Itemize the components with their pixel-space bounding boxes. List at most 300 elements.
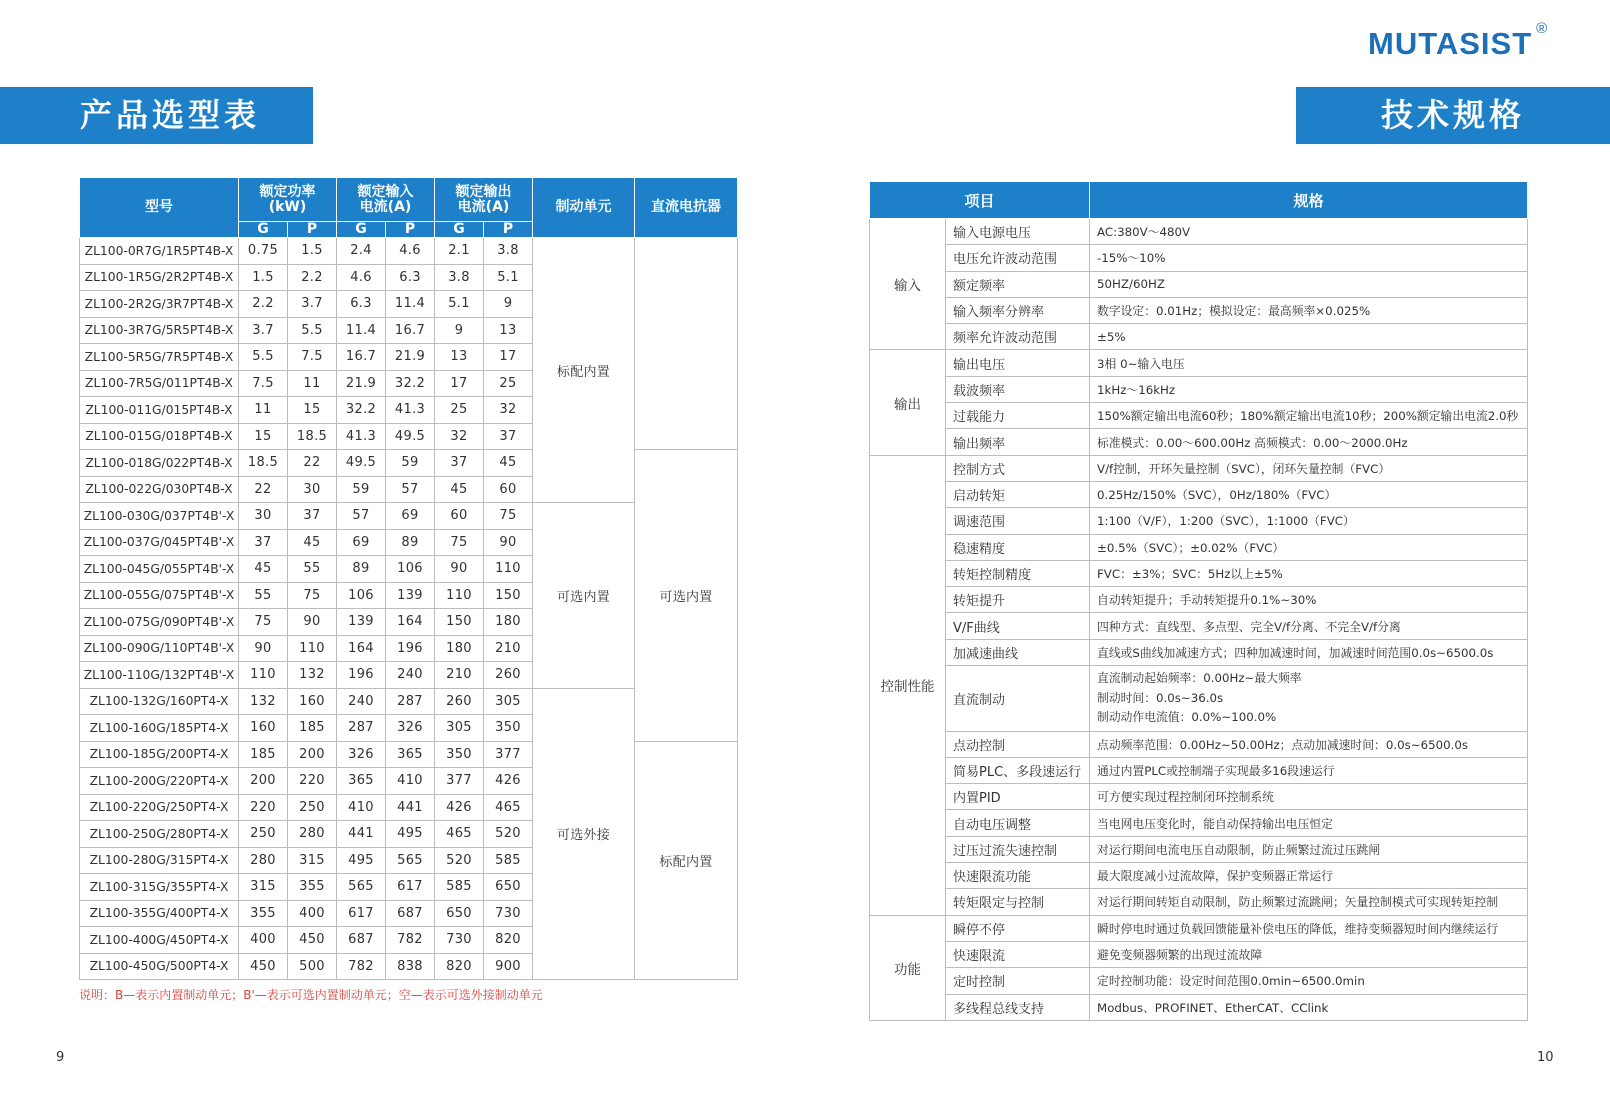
spec-item-cell: 直流制动 (946, 666, 1090, 732)
table-row (80, 238, 738, 265)
value-cell: 90 (435, 556, 484, 583)
value-cell: 565 (386, 847, 435, 874)
selection-table-body (80, 238, 738, 980)
value-cell: 106 (386, 556, 435, 583)
value-cell: 1.5 (239, 264, 288, 291)
spec-value-cell: 对运行期间电流电压自动限制，防止频繁过流过压跳闸 (1090, 836, 1528, 862)
spec-item-cell: 快速限流功能 (946, 863, 1090, 889)
model-cell: ZL100-055G/075PT4B'-X (80, 582, 239, 609)
value-cell: 132 (239, 688, 288, 715)
header-p: P (288, 222, 337, 238)
value-cell: 11.4 (337, 317, 386, 344)
spec-value-cell: 定时控制功能：设定时间范围0.0min~6500.0min (1090, 968, 1528, 994)
value-cell: 730 (435, 927, 484, 954)
model-cell: ZL100-185G/200PT4-X (80, 741, 239, 768)
value-cell: 69 (386, 503, 435, 530)
value-cell: 160 (288, 688, 337, 715)
spec-item-cell: 载波频率 (946, 376, 1090, 402)
value-cell: 139 (386, 582, 435, 609)
value-cell: 110 (484, 556, 533, 583)
value-cell: 6.3 (386, 264, 435, 291)
model-cell: ZL100-5R5G/7R5PT4B-X (80, 344, 239, 371)
value-cell: 45 (239, 556, 288, 583)
value-cell: 465 (484, 794, 533, 821)
value-cell: 22 (288, 450, 337, 477)
header-g: G (435, 222, 484, 238)
spec-item-cell: 点动控制 (946, 731, 1090, 757)
model-cell: ZL100-0R7G/1R5PT4B-X (80, 238, 239, 265)
model-cell: ZL100-015G/018PT4B-X (80, 423, 239, 450)
value-cell: 5.1 (435, 291, 484, 318)
value-cell: 106 (337, 582, 386, 609)
header-output-current: 额定输出 电流(A) (435, 178, 533, 222)
brand-name: MUTASIST (1368, 26, 1533, 61)
header-power: 额定功率 (kW) (239, 178, 337, 222)
header-p: P (484, 222, 533, 238)
spec-item-cell: 输入频率分辨率 (946, 297, 1090, 323)
value-cell: 365 (386, 741, 435, 768)
value-cell: 280 (288, 821, 337, 848)
brake-unit-cell: 可选外接 (533, 688, 635, 980)
value-cell: 287 (386, 688, 435, 715)
value-cell: 315 (239, 874, 288, 901)
header-g: G (337, 222, 386, 238)
value-cell: 9 (435, 317, 484, 344)
spec-category-cell: 控制性能 (870, 455, 946, 915)
value-cell: 22 (239, 476, 288, 503)
value-cell: 37 (484, 423, 533, 450)
spec-value-cell: ±0.5%（SVC）；±0.02%（FVC） (1090, 534, 1528, 560)
value-cell: 18.5 (239, 450, 288, 477)
value-cell: 196 (386, 635, 435, 662)
value-cell: 585 (484, 847, 533, 874)
value-cell: 820 (484, 927, 533, 954)
model-cell: ZL100-315G/355PT4-X (80, 874, 239, 901)
value-cell: 617 (337, 900, 386, 927)
value-cell: 3.7 (288, 291, 337, 318)
table-row (870, 994, 1528, 1020)
spec-value-cell: 点动频率范围：0.00Hz~50.00Hz；点动加减速时间：0.0s~6500.0s (1090, 731, 1528, 757)
value-cell: 280 (239, 847, 288, 874)
value-cell: 185 (288, 715, 337, 742)
value-cell: 250 (239, 821, 288, 848)
value-cell: 110 (239, 662, 288, 689)
model-cell: ZL100-220G/250PT4-X (80, 794, 239, 821)
spec-item-cell: 内置PID (946, 784, 1090, 810)
spec-value-cell: 50HZ/60HZ (1090, 271, 1528, 297)
spec-item-cell: 多线程总线支持 (946, 994, 1090, 1020)
value-cell: 495 (337, 847, 386, 874)
spec-value-cell: 四种方式：直线型、多点型、完全V/f分离、不完全V/f分离 (1090, 613, 1528, 639)
value-cell: 150 (435, 609, 484, 636)
value-cell: 7.5 (239, 370, 288, 397)
table-row (80, 741, 738, 768)
value-cell: 210 (484, 635, 533, 662)
dc-reactor-cell (635, 238, 738, 450)
value-cell: 37 (239, 529, 288, 556)
spec-table-body (870, 219, 1528, 1021)
spec-item-cell: 输出频率 (946, 429, 1090, 455)
value-cell: 210 (435, 662, 484, 689)
value-cell: 21.9 (386, 344, 435, 371)
value-cell: 15 (239, 423, 288, 450)
table-row (870, 429, 1528, 455)
value-cell: 196 (337, 662, 386, 689)
value-cell: 355 (288, 874, 337, 901)
value-cell: 164 (386, 609, 435, 636)
header-g: G (239, 222, 288, 238)
value-cell: 1.5 (288, 238, 337, 265)
spec-item-cell: 转矩限定与控制 (946, 889, 1090, 915)
value-cell: 69 (337, 529, 386, 556)
value-cell: 90 (484, 529, 533, 556)
value-cell: 75 (484, 503, 533, 530)
header-dc-reactor: 直流电抗器 (635, 178, 738, 238)
value-cell: 730 (484, 900, 533, 927)
value-cell: 55 (239, 582, 288, 609)
model-cell: ZL100-7R5G/011PT4B-X (80, 370, 239, 397)
value-cell: 3.8 (435, 264, 484, 291)
spec-value-cell: 自动转矩提升；手动转矩提升0.1%~30% (1090, 587, 1528, 613)
value-cell: 200 (239, 768, 288, 795)
left-section-title: 产品选型表 (0, 87, 313, 144)
value-cell: 160 (239, 715, 288, 742)
value-cell: 17 (484, 344, 533, 371)
table-row (870, 836, 1528, 862)
value-cell: 0.75 (239, 238, 288, 265)
value-cell: 250 (288, 794, 337, 821)
value-cell: 132 (288, 662, 337, 689)
value-cell: 838 (386, 953, 435, 980)
value-cell: 7.5 (288, 344, 337, 371)
spec-item-cell: 调速范围 (946, 508, 1090, 534)
spec-value-cell: 1kHz～16kHz (1090, 376, 1528, 402)
spec-value-cell: 直流制动起始频率：0.00Hz~最大频率 制动时间：0.0s~36.0s 制动动作电流值：0.0%~100.0% (1090, 666, 1528, 732)
spec-category-cell: 功能 (870, 915, 946, 1020)
value-cell: 41.3 (386, 397, 435, 424)
value-cell: 400 (288, 900, 337, 927)
value-cell: 60 (435, 503, 484, 530)
value-cell: 200 (288, 741, 337, 768)
spec-category-cell: 输出 (870, 350, 946, 455)
table-row (870, 968, 1528, 994)
spec-item-cell: 简易PLC、多段速运行 (946, 757, 1090, 783)
value-cell: 164 (337, 635, 386, 662)
value-cell: 25 (484, 370, 533, 397)
model-cell: ZL100-280G/315PT4-X (80, 847, 239, 874)
spec-value-cell: 对运行期间转矩自动限制，防止频繁过流跳闸；矢量控制模式可实现转矩控制 (1090, 889, 1528, 915)
value-cell: 6.3 (337, 291, 386, 318)
value-cell: 500 (288, 953, 337, 980)
table-row (870, 666, 1528, 732)
model-cell: ZL100-132G/160PT4-X (80, 688, 239, 715)
spec-value-cell: 数字设定：0.01Hz；模拟设定：最高频率×0.025% (1090, 297, 1528, 323)
value-cell: 90 (288, 609, 337, 636)
value-cell: 410 (337, 794, 386, 821)
value-cell: 350 (484, 715, 533, 742)
spec-item-cell: 电压允许波动范围 (946, 245, 1090, 271)
value-cell: 57 (337, 503, 386, 530)
spec-item-cell: 过载能力 (946, 403, 1090, 429)
value-cell: 49.5 (337, 450, 386, 477)
model-cell: ZL100-030G/037PT4B'-X (80, 503, 239, 530)
model-cell: ZL100-075G/090PT4B'-X (80, 609, 239, 636)
value-cell: 782 (337, 953, 386, 980)
spec-value-cell: 标准模式：0.00～600.00Hz 高频模式：0.00～2000.0Hz (1090, 429, 1528, 455)
value-cell: 37 (435, 450, 484, 477)
value-cell: 110 (435, 582, 484, 609)
value-cell: 45 (435, 476, 484, 503)
value-cell: 32 (484, 397, 533, 424)
value-cell: 49.5 (386, 423, 435, 450)
table-row (870, 534, 1528, 560)
value-cell: 400 (239, 927, 288, 954)
value-cell: 180 (435, 635, 484, 662)
table-row (870, 324, 1528, 350)
spec-item-cell: 输出电压 (946, 350, 1090, 376)
value-cell: 426 (484, 768, 533, 795)
value-cell: 60 (484, 476, 533, 503)
dc-reactor-cell: 标配内置 (635, 741, 738, 980)
brake-unit-cell: 可选内置 (533, 503, 635, 689)
table-row (870, 613, 1528, 639)
table-row (870, 915, 1528, 941)
value-cell: 650 (435, 900, 484, 927)
value-cell: 57 (386, 476, 435, 503)
value-cell: 89 (386, 529, 435, 556)
value-cell: 315 (288, 847, 337, 874)
value-cell: 11 (239, 397, 288, 424)
value-cell: 150 (484, 582, 533, 609)
value-cell: 495 (386, 821, 435, 848)
value-cell: 5.5 (288, 317, 337, 344)
table-row (870, 376, 1528, 402)
page-number-left: 9 (56, 1050, 65, 1065)
value-cell: 45 (288, 529, 337, 556)
value-cell: 520 (435, 847, 484, 874)
model-cell: ZL100-400G/450PT4-X (80, 927, 239, 954)
spec-value-cell: 当电网电压变化时，能自动保持输出电压恒定 (1090, 810, 1528, 836)
value-cell: 900 (484, 953, 533, 980)
value-cell: 287 (337, 715, 386, 742)
value-cell: 11 (288, 370, 337, 397)
value-cell: 30 (288, 476, 337, 503)
value-cell: 5.5 (239, 344, 288, 371)
registered-mark: ® (1536, 19, 1549, 37)
value-cell: 32 (435, 423, 484, 450)
table-row (870, 560, 1528, 586)
spec-item-cell: 频率允许波动范围 (946, 324, 1090, 350)
spec-item-cell: 快速限流 (946, 941, 1090, 967)
model-cell: ZL100-110G/132PT4B'-X (80, 662, 239, 689)
model-cell: ZL100-1R5G/2R2PT4B-X (80, 264, 239, 291)
spec-value-cell: 1:100（V/F），1:200（SVC），1:1000（FVC） (1090, 508, 1528, 534)
value-cell: 75 (288, 582, 337, 609)
value-cell: 326 (337, 741, 386, 768)
brand-logo (1368, 19, 1549, 62)
value-cell: 41.3 (337, 423, 386, 450)
value-cell: 260 (484, 662, 533, 689)
model-cell: ZL100-045G/055PT4B'-X (80, 556, 239, 583)
value-cell: 305 (484, 688, 533, 715)
value-cell: 520 (484, 821, 533, 848)
value-cell: 326 (386, 715, 435, 742)
spec-item-cell: 加减速曲线 (946, 639, 1090, 665)
value-cell: 21.9 (337, 370, 386, 397)
table-row (870, 350, 1528, 376)
spec-item-cell: 自动电压调整 (946, 810, 1090, 836)
value-cell: 4.6 (386, 238, 435, 265)
spec-value-cell: 3相 0~输入电压 (1090, 350, 1528, 376)
value-cell: 110 (288, 635, 337, 662)
value-cell: 180 (484, 609, 533, 636)
spec-value-cell: V/f控制，开环矢量控制（SVC），闭环矢量控制（FVC） (1090, 455, 1528, 481)
value-cell: 4.6 (337, 264, 386, 291)
spec-value-cell: 150%额定输出电流60秒；180%额定输出电流10秒；200%额定输出电流2.0秒 (1090, 403, 1528, 429)
value-cell: 410 (386, 768, 435, 795)
header-item: 项目 (870, 182, 1090, 219)
spec-item-cell: 定时控制 (946, 968, 1090, 994)
value-cell: 55 (288, 556, 337, 583)
value-cell: 11.4 (386, 291, 435, 318)
spec-value-cell: -15%～10% (1090, 245, 1528, 271)
value-cell: 687 (337, 927, 386, 954)
model-cell: ZL100-011G/015PT4B-X (80, 397, 239, 424)
value-cell: 2.4 (337, 238, 386, 265)
table-row (870, 455, 1528, 481)
value-cell: 305 (435, 715, 484, 742)
value-cell: 16.7 (386, 317, 435, 344)
table-row (870, 297, 1528, 323)
dc-reactor-cell: 可选内置 (635, 450, 738, 742)
page-number-right: 10 (1537, 1050, 1554, 1065)
value-cell: 15 (288, 397, 337, 424)
value-cell: 441 (386, 794, 435, 821)
model-cell: ZL100-160G/185PT4-X (80, 715, 239, 742)
value-cell: 5.1 (484, 264, 533, 291)
value-cell: 565 (337, 874, 386, 901)
spec-value-cell: 直线或S曲线加减速方式；四种加减速时间，加减速时间范围0.0s~6500.0s (1090, 639, 1528, 665)
table-row (870, 810, 1528, 836)
value-cell: 89 (337, 556, 386, 583)
table-row (870, 271, 1528, 297)
table-row (870, 941, 1528, 967)
value-cell: 75 (435, 529, 484, 556)
brake-unit-cell: 标配内置 (533, 238, 635, 503)
value-cell: 13 (435, 344, 484, 371)
model-cell: ZL100-250G/280PT4-X (80, 821, 239, 848)
header-spec: 规格 (1090, 182, 1528, 219)
value-cell: 45 (484, 450, 533, 477)
spec-item-cell: 额定频率 (946, 271, 1090, 297)
value-cell: 450 (288, 927, 337, 954)
table-row (870, 245, 1528, 271)
spec-item-cell: 稳速精度 (946, 534, 1090, 560)
value-cell: 465 (435, 821, 484, 848)
table-row (870, 863, 1528, 889)
spec-value-cell: 可方便实现过程控制闭环控制系统 (1090, 784, 1528, 810)
value-cell: 2.2 (288, 264, 337, 291)
value-cell: 18.5 (288, 423, 337, 450)
value-cell: 30 (239, 503, 288, 530)
value-cell: 17 (435, 370, 484, 397)
table-row (870, 481, 1528, 507)
value-cell: 37 (288, 503, 337, 530)
model-cell: ZL100-200G/220PT4-X (80, 768, 239, 795)
value-cell: 365 (337, 768, 386, 795)
value-cell: 687 (386, 900, 435, 927)
table-row (870, 639, 1528, 665)
value-cell: 650 (484, 874, 533, 901)
value-cell: 59 (386, 450, 435, 477)
spec-table (869, 181, 1528, 1021)
value-cell: 782 (386, 927, 435, 954)
model-cell: ZL100-2R2G/3R7PT4B-X (80, 291, 239, 318)
spec-value-cell: 通过内置PLC或控制端子实现最多16段速运行 (1090, 757, 1528, 783)
value-cell: 240 (386, 662, 435, 689)
table-row (80, 450, 738, 477)
spec-value-cell: Modbus、PROFINET、EtherCAT、CClink (1090, 994, 1528, 1020)
selection-table (79, 177, 738, 980)
model-cell: ZL100-037G/045PT4B'-X (80, 529, 239, 556)
value-cell: 355 (239, 900, 288, 927)
model-cell: ZL100-018G/022PT4B-X (80, 450, 239, 477)
value-cell: 2.2 (239, 291, 288, 318)
value-cell: 377 (435, 768, 484, 795)
spec-category-cell: 输入 (870, 219, 946, 350)
spec-value-cell: 避免变频器频繁的出现过流故障 (1090, 941, 1528, 967)
value-cell: 441 (337, 821, 386, 848)
spec-item-cell: 转矩控制精度 (946, 560, 1090, 586)
table-row (870, 508, 1528, 534)
value-cell: 220 (239, 794, 288, 821)
value-cell: 820 (435, 953, 484, 980)
value-cell: 450 (239, 953, 288, 980)
table-row (870, 219, 1528, 245)
value-cell: 260 (435, 688, 484, 715)
value-cell: 13 (484, 317, 533, 344)
model-cell: ZL100-355G/400PT4-X (80, 900, 239, 927)
table-row (870, 757, 1528, 783)
table-row (870, 731, 1528, 757)
value-cell: 75 (239, 609, 288, 636)
spec-item-cell: 瞬停不停 (946, 915, 1090, 941)
value-cell: 3.7 (239, 317, 288, 344)
value-cell: 240 (337, 688, 386, 715)
spec-item-cell: 启动转矩 (946, 481, 1090, 507)
header-brake-unit: 制动单元 (533, 178, 635, 238)
value-cell: 220 (288, 768, 337, 795)
value-cell: 377 (484, 741, 533, 768)
value-cell: 25 (435, 397, 484, 424)
value-cell: 617 (386, 874, 435, 901)
value-cell: 59 (337, 476, 386, 503)
spec-item-cell: V/F曲线 (946, 613, 1090, 639)
value-cell: 32.2 (337, 397, 386, 424)
table-row (870, 587, 1528, 613)
value-cell: 9 (484, 291, 533, 318)
value-cell: 16.7 (337, 344, 386, 371)
model-cell: ZL100-3R7G/5R5PT4B-X (80, 317, 239, 344)
value-cell: 32.2 (386, 370, 435, 397)
spec-item-cell: 输入电源电压 (946, 219, 1090, 245)
value-cell: 2.1 (435, 238, 484, 265)
selection-note: 说明：B—表示内置制动单元；B'—表示可选内置制动单元；空—表示可选外接制动单元 (79, 988, 543, 1002)
model-cell: ZL100-022G/030PT4B-X (80, 476, 239, 503)
value-cell: 3.8 (484, 238, 533, 265)
header-p: P (386, 222, 435, 238)
value-cell: 426 (435, 794, 484, 821)
